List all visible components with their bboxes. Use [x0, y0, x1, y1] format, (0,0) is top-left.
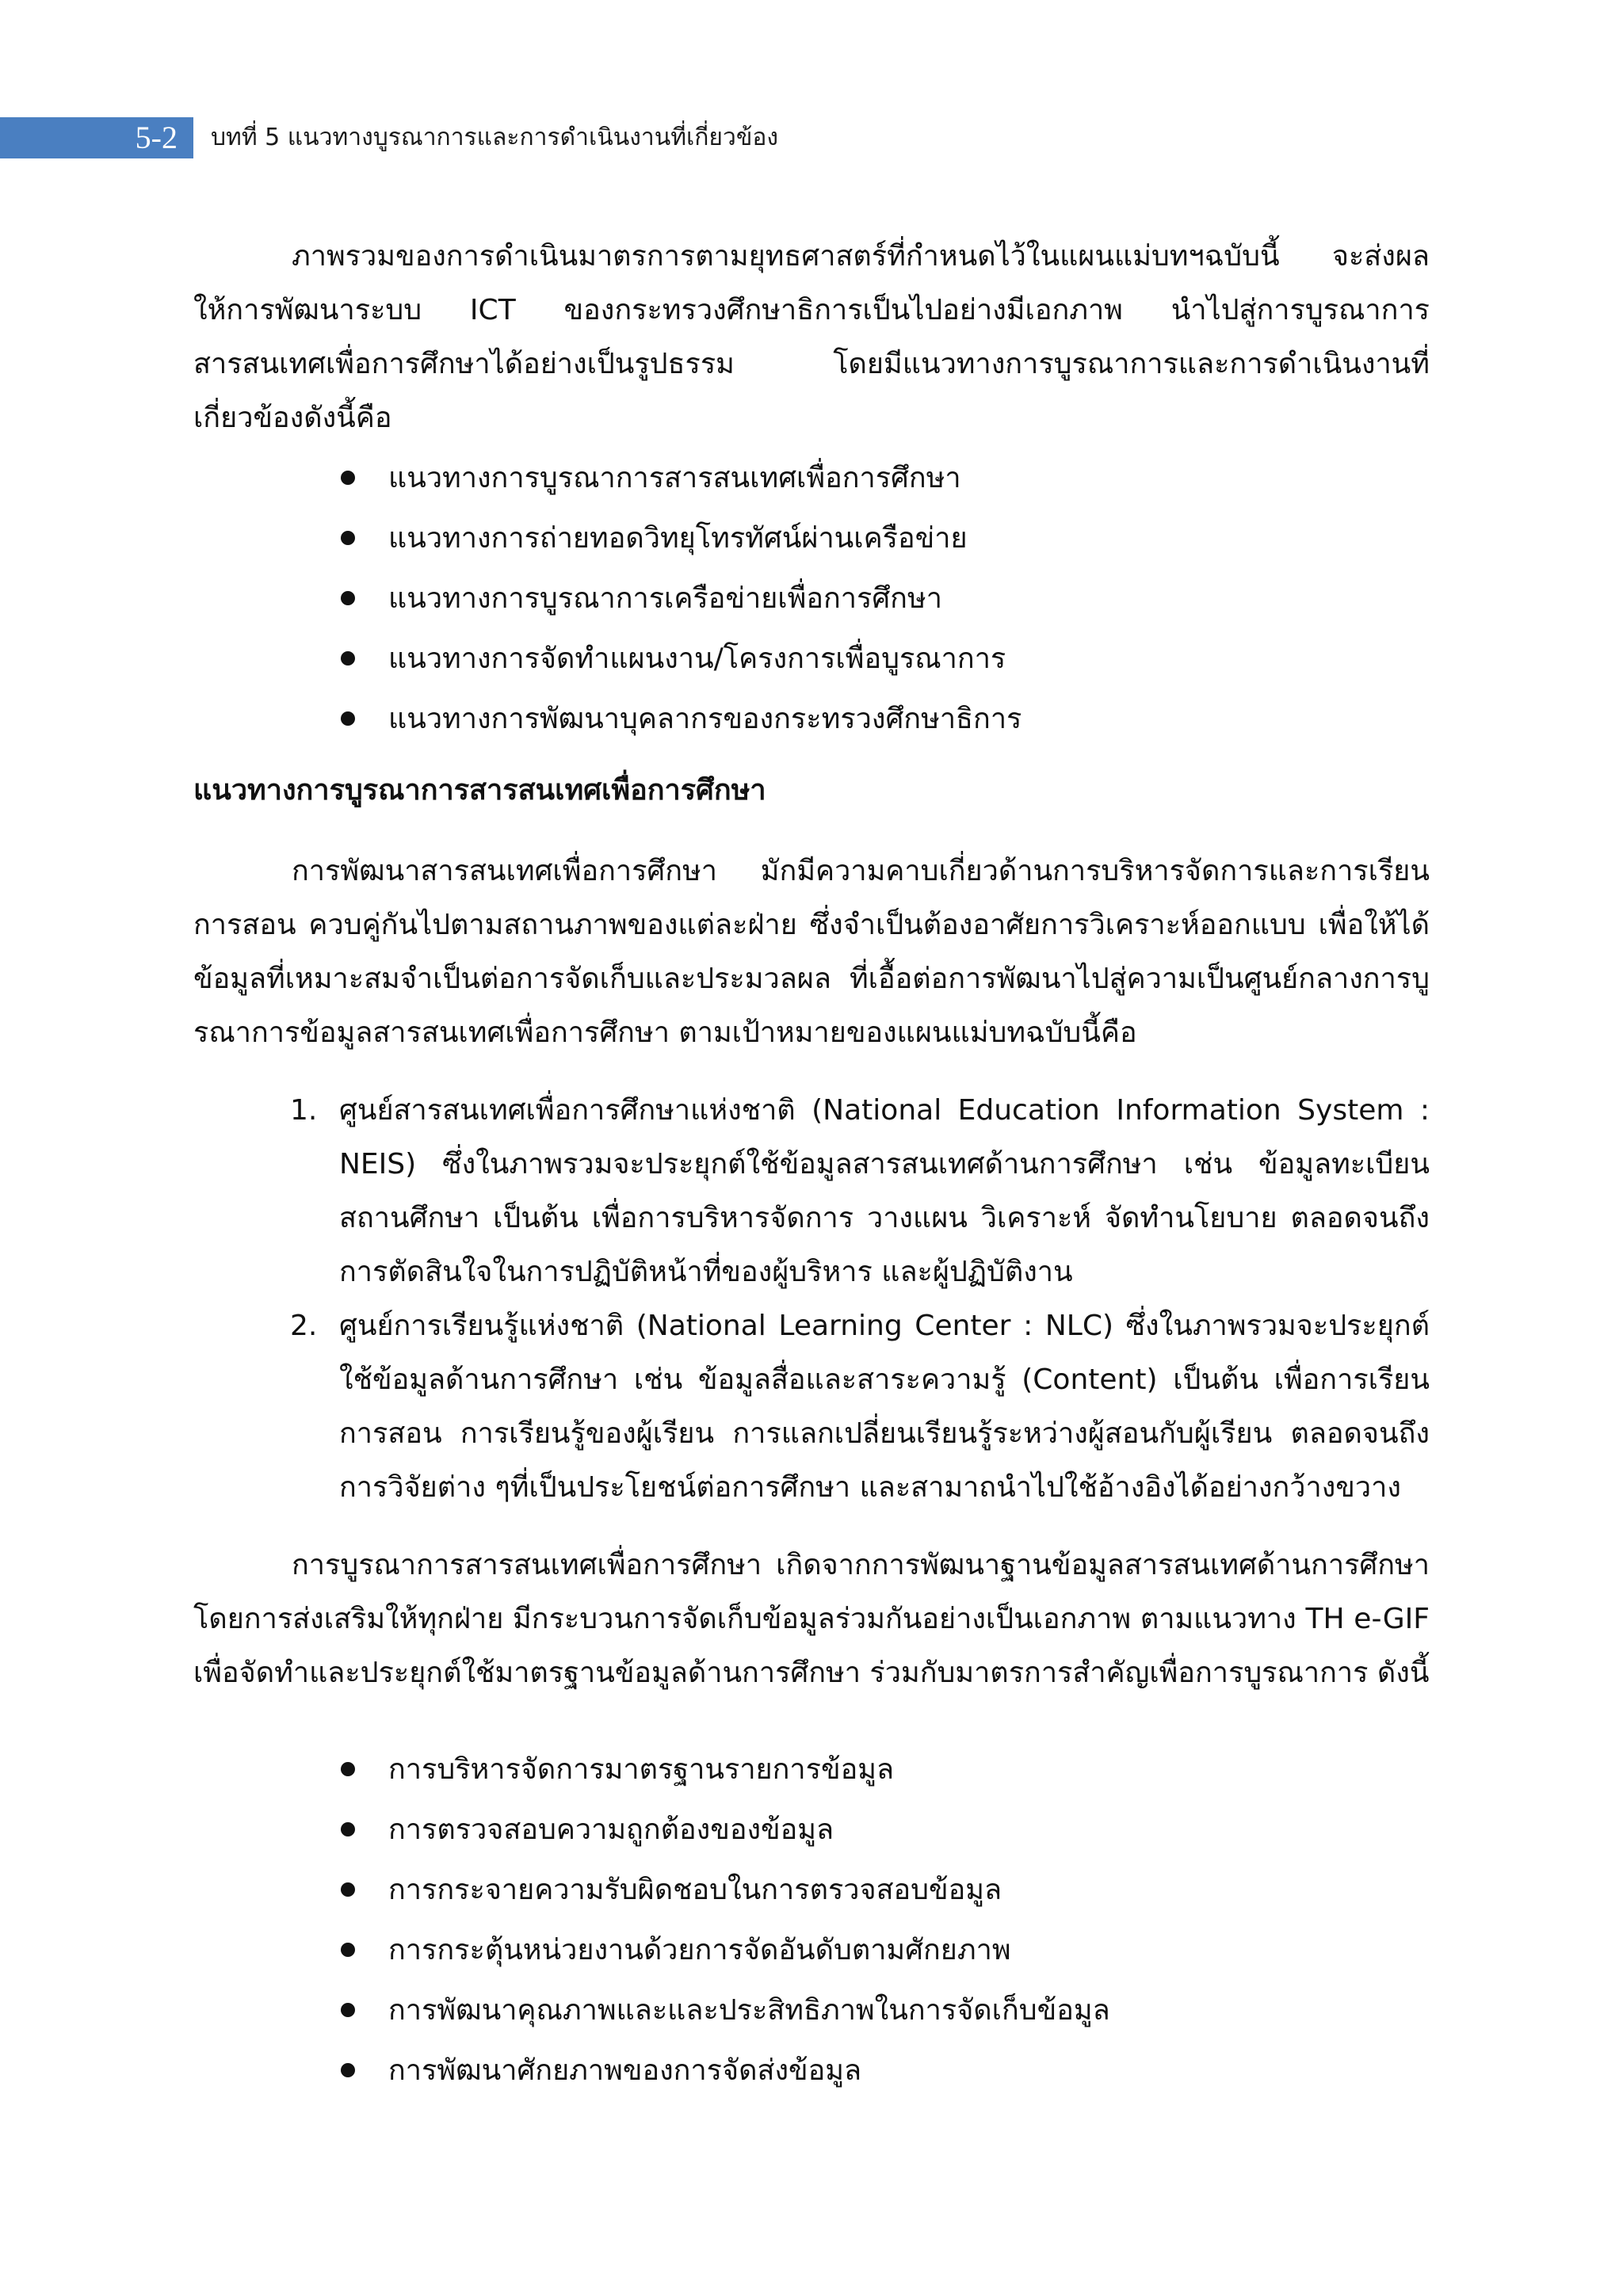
list-item	[341, 1800, 1430, 1860]
list-item	[341, 1860, 1430, 1920]
bullet-icon	[341, 2063, 355, 2077]
measures-bullet-list	[193, 1740, 1430, 2101]
section-paragraph-2: การบูรณาการสารสนเทศเพื่อการศึกษา เกิดจากการพัฒนาฐานข้อมูลสารสนเทศด้านการศึกษา โดยการส่งเสริมให้ทุกฝ่าย มีกระบวนการจัดเก็บข้อมูลร่วมกันอย่างเป็นเอกภาพ ตามแนวทาง TH e-GIF เพื่อจัดทำและประยุกต์ใช้มาตรฐานข้อมูลด้านการศึกษา ร่วมกับมาตรการสำคัญเพื่อการบูรณาการ ดังนี้	[193, 1549, 1430, 1689]
numbered-item-text: ศูนย์สารสนเทศเพื่อการศึกษาแห่งชาติ (National Education Information System : NEIS) ซึ่งในภาพรวมจะประยุกต์ใช้ข้อมูลสารสนเทศด้านการศึกษา เช่น ข้อมูลทะเบียนสถานศึกษา เป็นต้น เพื่อการบริหารจัดการ วางแผน วิเคราะห์ จัดทำนโยบาย ตลอดจนถึงการตัดสินใจในการปฏิบัติหน้าที่ของผู้บริหาร และผู้ปฏิบัติงาน	[339, 1094, 1430, 1288]
list-item	[341, 1920, 1430, 1981]
page-header	[0, 117, 1623, 158]
item-number: 1.	[290, 1094, 318, 1127]
bullet-icon	[341, 1943, 355, 1957]
numbered-list	[193, 1084, 1430, 1515]
bullet-icon	[341, 591, 355, 605]
document-body	[193, 230, 1430, 2101]
list-item-text: แนวทางการบูรณาการสารสนเทศเพื่อการศึกษา	[388, 462, 961, 494]
list-item	[341, 569, 1430, 629]
bullet-icon	[341, 2003, 355, 2017]
list-item-text: แนวทางการจัดทำแผนงาน/โครงการเพื่อบูรณาการ	[388, 643, 1006, 675]
bullet-icon	[341, 711, 355, 726]
bullet-icon	[341, 471, 355, 485]
list-item-text: แนวทางการบูรณาการเครือข่ายเพื่อการศึกษา	[388, 582, 942, 615]
list-item-text: การกระจายความรับผิดชอบในการตรวจสอบข้อมูล	[388, 1874, 1002, 1906]
list-item	[341, 2041, 1430, 2101]
intro-paragraph: ภาพรวมของการดำเนินมาตรการตามยุทธศาสตร์ที่กำหนดไว้ในแผนแม่บทฯฉบับนี้ จะส่งผลให้การพัฒนาระบบ ICT ของกระทรวงศึกษาธิการเป็นไปอย่างมีเอกภาพ นำไปสู่การบูรณาการสารสนเทศเพื่อการศึกษาได้อย่างเป็นรูปธรรม โดยมีแนวทางการบูรณาการและการดำเนินงานที่เกี่ยวข้องดังนี้คือ	[193, 240, 1430, 434]
list-item	[341, 509, 1430, 569]
bullet-icon	[341, 1822, 355, 1836]
page-number-badge: 5-2	[0, 117, 193, 158]
bullet-icon	[341, 531, 355, 545]
section-heading: แนวทางการบูรณาการสารสนเทศเพื่อการศึกษา	[193, 774, 766, 807]
list-item-text: แนวทางการพัฒนาบุคลากรของกระทรวงศึกษาธิการ	[388, 703, 1022, 735]
list-item-text: การบริหารจัดการมาตรฐานรายการข้อมูล	[388, 1753, 894, 1786]
list-item	[341, 689, 1430, 749]
bullet-icon	[341, 651, 355, 666]
list-item	[341, 1740, 1430, 1800]
intro-bullet-list	[193, 448, 1430, 749]
list-item	[341, 629, 1430, 689]
list-item	[341, 1981, 1430, 2041]
list-item-text: การกระตุ้นหน่วยงานด้วยการจัดอันดับตามศักยภาพ	[388, 1934, 1011, 1966]
section-paragraph-1: การพัฒนาสารสนเทศเพื่อการศึกษา มักมีความคาบเกี่ยวด้านการบริหารจัดการและการเรียนการสอน ควบคู่กันไปตามสถานภาพของแต่ละฝ่าย ซึ่งจำเป็นต้องอาศัยการวิเคราะห์ออกแบบ เพื่อให้ได้ข้อมูลที่เหมาะสมจำเป็นต่อการจัดเก็บและประมวลผล ที่เอื้อต่อการพัฒนาไปสู่ความเป็นศูนย์กลางการบูรณาการข้อมูลสารสนเทศเพื่อการศึกษา ตามเป้าหมายของแผนแม่บทฉบับนี้คือ	[193, 855, 1430, 1049]
numbered-item-text: ศูนย์การเรียนรู้แห่งชาติ (National Learning Center : NLC) ซึ่งในภาพรวมจะประยุกต์ใช้ข้อมูลด้านการศึกษา เช่น ข้อมูลสื่อและสาระความรู้ (Content) เป็นต้น เพื่อการเรียนการสอน การเรียนรู้ของผู้เรียน การแลกเปลี่ยนเรียนรู้ระหว่างผู้สอนกับผู้เรียน ตลอดจนถึงการวิจัยต่าง ๆที่เป็นประโยชน์ต่อการศึกษา และสามาถนำไปใช้อ้างอิงได้อย่างกว้างขวาง	[339, 1310, 1430, 1504]
list-item-text: การพัฒนาคุณภาพและและประสิทธิภาพในการจัดเก็บข้อมูล	[388, 1994, 1110, 2027]
bullet-icon	[341, 1882, 355, 1897]
numbered-item	[290, 1084, 1430, 1299]
item-number: 2.	[290, 1310, 318, 1342]
chapter-title: บทที่ 5 แนวทางบูรณาการและการดำเนินงานที่เกี่ยวข้อง	[211, 124, 779, 151]
list-item	[341, 448, 1430, 509]
numbered-item	[290, 1299, 1430, 1515]
list-item-text: การตรวจสอบความถูกต้องของข้อมูล	[388, 1814, 834, 1846]
list-item-text: แนวทางการถ่ายทอดวิทยุโทรทัศน์ผ่านเครือข่าย	[388, 522, 968, 555]
bullet-icon	[341, 1762, 355, 1776]
list-item-text: การพัฒนาศักยภาพของการจัดส่งข้อมูล	[388, 2054, 862, 2087]
